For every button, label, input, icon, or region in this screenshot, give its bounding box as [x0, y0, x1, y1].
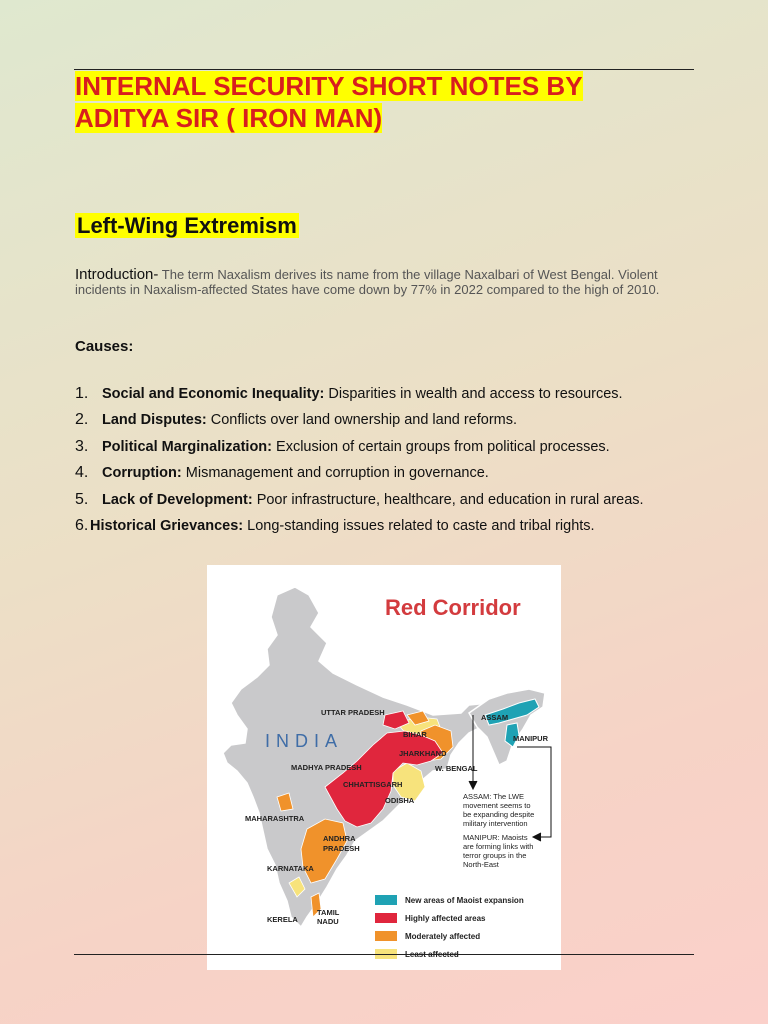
note-line: MANIPUR: Maoists: [463, 833, 528, 842]
cause-title: Social and Economic Inequality:: [102, 386, 325, 402]
list-item: [75, 409, 715, 435]
cause-text: Conflicts over land ownership and land reforms.: [206, 412, 518, 429]
cause-title: Land Disputes:: [102, 412, 207, 429]
list-number: 2.: [75, 411, 89, 429]
legend-swatch-new: [375, 895, 397, 905]
label-andhra: ANDHRA: [323, 834, 356, 843]
causes-heading: Causes:: [75, 338, 134, 355]
label-india: INDIA: [265, 731, 344, 751]
label-tamil: TAMIL: [317, 908, 340, 917]
note-line: military intervention: [463, 819, 528, 828]
note-line: are forming links with: [463, 842, 534, 851]
label-odisha: ODISHA: [385, 796, 415, 805]
cause-text: Disparities in wealth and access to resources.: [324, 386, 623, 402]
label-assam: ASSAM: [481, 713, 509, 722]
map-svg: [207, 565, 561, 970]
intro-label: Introduction-: [75, 266, 159, 283]
cause-title: Historical Grievances:: [90, 517, 244, 534]
list-number: 4.: [75, 464, 89, 482]
bottom-rule: [74, 954, 694, 955]
page-title: INTERNAL SECURITY SHORT NOTES BY ADITYA SIR ( IRON MAN): [75, 71, 583, 133]
label-w-bengal: W. BENGAL: [435, 764, 478, 773]
label-madhya-pradesh: MADHYA PRADESH: [291, 763, 362, 772]
red-corridor-map: [207, 565, 561, 970]
cause-text: Mismanagement and corruption in governance.: [181, 465, 489, 482]
list-number: 3.: [75, 437, 89, 455]
legend-label: Highly affected areas: [405, 914, 486, 923]
note-line: ASSAM: The LWE: [463, 792, 524, 801]
note-line: terror groups in the: [463, 851, 527, 860]
list-number: 6.: [75, 516, 89, 534]
cause-title: Corruption:: [102, 465, 182, 482]
label-bihar: BIHAR: [403, 730, 427, 739]
legend-swatch-high: [375, 913, 397, 923]
cause-text: Long-standing issues related to caste and tribal rights.: [243, 517, 595, 534]
label-jharkhand: JHARKHAND: [399, 749, 447, 758]
cause-title: Political Marginalization:: [102, 438, 272, 455]
cause-title: Lack of Development:: [102, 491, 253, 508]
legend-swatch-moderate: [375, 931, 397, 941]
cause-text: Poor infrastructure, healthcare, and education in rural areas.: [252, 491, 644, 508]
label-karnataka: KARNATAKA: [267, 864, 314, 873]
list-number: 1.: [75, 385, 89, 402]
list-item: [75, 462, 715, 488]
label-maharashtra: MAHARASHTRA: [245, 814, 305, 823]
map-title: Red Corridor: [385, 595, 521, 620]
list-item: [75, 436, 715, 462]
causes-list: [75, 383, 715, 541]
label-chhattisgarh: CHHATTISGARH: [343, 780, 403, 789]
list-number: 5.: [75, 490, 89, 508]
section-heading: Left-Wing Extremism: [77, 213, 297, 238]
note-line: be expanding despite: [463, 810, 535, 819]
legend-label: Moderately affected: [405, 932, 481, 941]
list-item: [75, 489, 715, 515]
list-item: [75, 383, 715, 409]
note-line: movement seems to: [463, 801, 531, 810]
list-item: [75, 515, 715, 541]
note-line: North-East: [463, 860, 499, 869]
cause-text: Exclusion of certain groups from political processes.: [272, 438, 610, 455]
legend-label: Least affected: [405, 950, 459, 959]
manipur-note: [463, 833, 533, 869]
assam-note: [463, 792, 534, 828]
label-nadu: NADU: [317, 917, 339, 926]
label-kerela: KERELA: [267, 915, 298, 924]
label-pradesh: PRADESH: [323, 844, 360, 853]
map-legend: [375, 895, 524, 959]
legend-label: New areas of Maoist expansion: [405, 896, 524, 905]
label-uttar-pradesh: UTTAR PRADESH: [321, 708, 385, 717]
label-manipur: MANIPUR: [513, 734, 548, 743]
intro-text: The term Naxalism derives its name from the village Naxalbari of West Bengal. Violent incidents in Naxalism-affected States have come down by 77% in 2022 compared to the high of 2010.: [75, 267, 660, 297]
intro-paragraph: [75, 267, 695, 297]
